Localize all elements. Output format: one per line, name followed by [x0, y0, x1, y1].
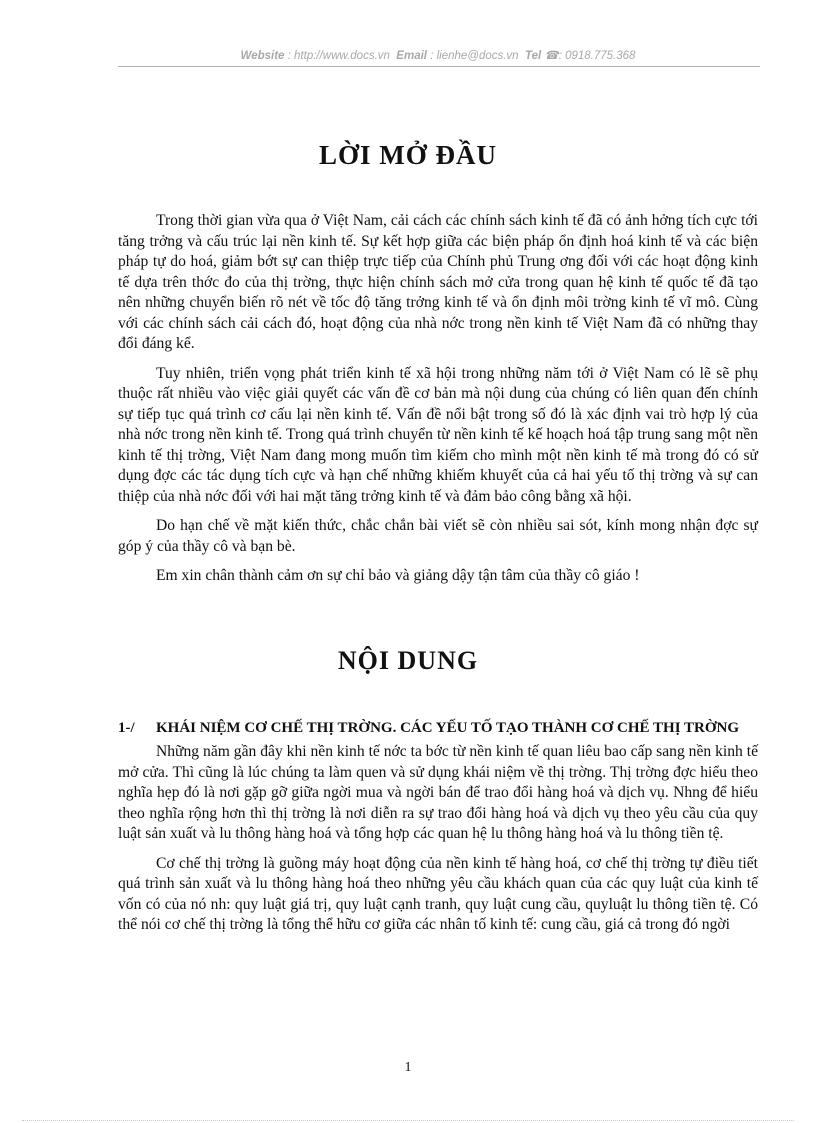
email-link[interactable]: : lienhe@docs.vn	[430, 50, 519, 62]
section-number: 1-/	[118, 720, 135, 736]
content-paragraph-1: Những năm gần đây khi nền kinh tế nớc ta bớc từ nền kinh tế quan liêu bao cấp sang nền kinh tế mở cửa. Thì cũng là lúc chúng ta làm quen và sử dụng khái niệm về thị trờng. Thị trờng đợc hiểu theo nghĩa hẹp đó là nơi gặp gỡ giữa ngời mua và ngời bán để trao đổi hàng hoá và dịch vụ. Nhng để hiểu theo nghĩa rộng hơn thì thị trờng là nơi diễn ra sự trao đổi hàng hoá và dịch vụ theo yêu cầu của quy luật sản xuất và lu thông hàng hoá và tổng hợp các quan hệ lu thông hàng hoá và lu thông tiền tệ.	[118, 743, 758, 842]
intro-paragraph-1: Trong thời gian vừa qua ở Việt Nam, cải cách các chính sách kinh tế đã có ảnh hởng tích cực tới tăng trởng và cấu trúc lại nền kinh tế. Sự kết hợp giữa các biện pháp ổn định hoá kinh tế và các biện pháp tự do hoá, giảm bớt sự can thiệp trực tiếp của Chính phủ Trung ơng đối với các hoạt động kinh tế dựa trên thớc đo của thị trờng, thực hiện chính sách mở cửa trong quan hệ kinh tế quốc tế đã tạo nên những chuyển biến rõ nét về tốc độ tăng trởng kinh tế và ổn định môi trờng kinh tế vĩ mô. Cùng với các chính sách cải cách đó, hoạt động của nhà nớc trong nền kinh tế Việt Nam đã có những thay đổi đáng kể.	[118, 212, 758, 352]
intro-section	[118, 211, 758, 587]
intro-paragraph-3: Do hạn chế về mặt kiến thức, chắc chắn bài viết sẽ còn nhiều sai sót, kính mong nhận đợc sự góp ý của thầy cô và bạn bè.	[118, 517, 758, 555]
page-bottom-border	[22, 1120, 794, 1121]
intro-paragraph-2: Tuy nhiên, triển vọng phát triển kinh tế xã hội trong những năm tới ở Việt Nam có lẽ sẽ phụ thuộc rất nhiều vào việc giải quyết các vấn đề cơ bản mà nội dung của chúng có liên quan đến chính sự tiếp tục quá trình cơ cấu lại nền kinh tế. Vấn đề nổi bật trong số đó là xác định vai trò hợp lý của nhà nớc trong nền kinh tế. Trong quá trình chuyển từ nền kinh tế kế hoạch hoá tập trung sang một nền kinh tế thị trờng, Việt Nam đang mong muốn tìm kiếm cho mình một nền kinh tế mà trong đó có sử dụng đợc các tác dụng tích cực và hạn chế những khiếm khuyết của cả hai yếu tố thị trờng và sự can thiệp của nhà nớc đối với hai mặt tăng trởng kinh tế và đảm bảo công bằng xã hội.	[118, 364, 758, 505]
tel-value: ☎: 0918.775.368	[544, 50, 636, 62]
page-number: 1	[404, 1060, 412, 1075]
section-title: KHÁI NIỆM CƠ CHẾ THỊ TRỜNG. CÁC YẾU TỐ TẠO THÀNH CƠ CHẾ THỊ TRỜNG	[156, 720, 740, 736]
email-label: Email	[396, 50, 427, 62]
content-section	[118, 719, 758, 936]
header-divider	[118, 66, 760, 67]
page-header	[118, 48, 758, 62]
website-label: Website	[240, 50, 285, 62]
website-link[interactable]: : http://www.docs.vn	[287, 50, 390, 62]
tel-label: Tel	[524, 50, 542, 62]
content-paragraph-2: Cơ chế thị trờng là guồng máy hoạt động của nền kinh tế hàng hoá, cơ chế thị trờng tự điều tiết quá trình sản xuất và lu thông hàng hoá theo những yêu cầu khách quan của các quy luật của kinh tế vốn có của nó nh: quy luật giá trị, quy luật cạnh tranh, quy luật cung cầu, quyluật lu thông tiền tệ. Có thể nói cơ chế thị trờng là tổng thể hữu cơ giữa các nhân tố kinh tế: cung cầu, giá cả trong đó ngời	[118, 854, 758, 933]
content-title: NỘI DUNG	[337, 646, 479, 675]
section-heading	[118, 719, 758, 738]
intro-paragraph-4: Em xin chân thành cảm ơn sự chỉ bảo và giảng dậy tận tâm của thầy cô giáo !	[156, 567, 640, 584]
intro-title: LỜI MỞ ĐẦU	[319, 140, 497, 170]
